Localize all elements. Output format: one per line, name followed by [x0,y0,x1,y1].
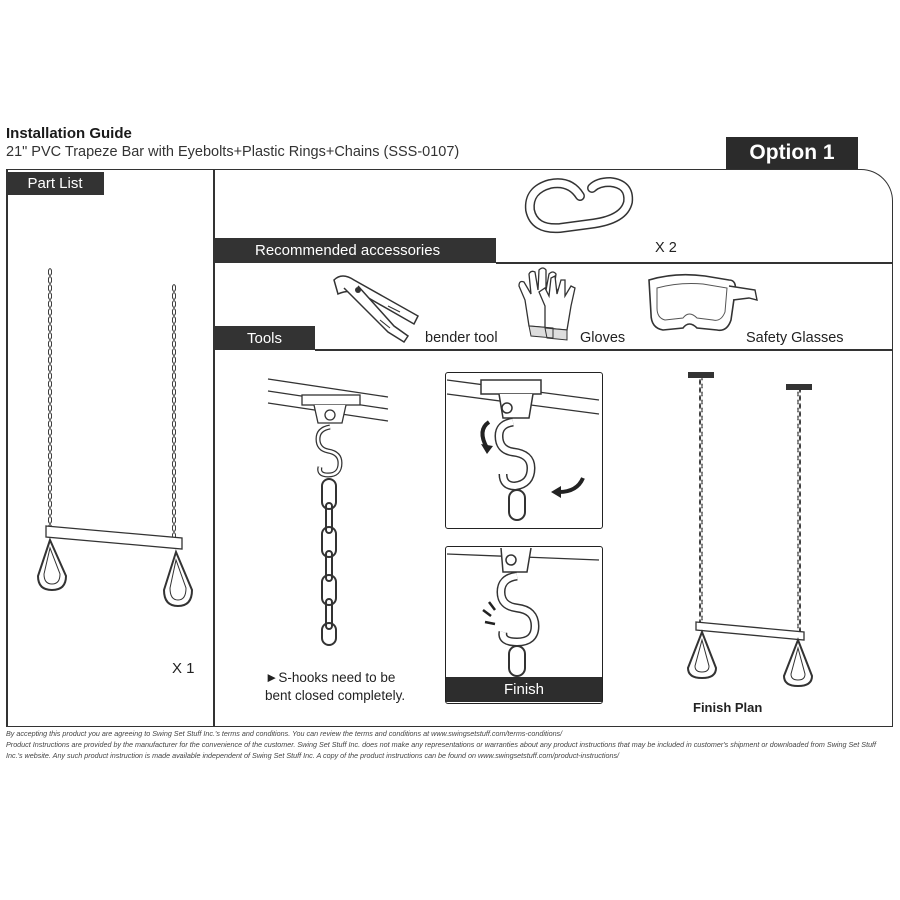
note-line-2: bent closed completely. [265,688,406,703]
closed-s-hook-illustration [447,548,599,676]
legal-footer [6,728,894,761]
s-hook-icon [520,178,650,258]
tool-label-safety-glasses: Safety Glasses [746,330,844,346]
accessories-label: Recommended accessories [255,242,441,259]
finish-label: Finish [446,677,602,702]
eyebolt-chain-illustration [262,375,392,645]
tool-label-bender: bender tool [425,330,498,346]
finish-plan-label: Finish Plan [693,700,763,715]
safety-glasses-icon [645,270,760,340]
guide-subtitle: 21" PVC Trapeze Bar with Eyebolts+Plastic Rings+Chains (SSS-0107) [6,144,460,160]
tools-tag [215,326,315,350]
tools-label: Tools [247,329,283,347]
bender-tool-icon [328,270,423,348]
part-list-label: Part List [27,175,83,192]
part-list-tag [6,172,104,195]
accessories-rule [496,262,892,264]
footer-terms: By accepting this product you are agreeing to Swing Set Stuff Inc.'s terms and conditions. You can review the terms and conditions at www.swingsetstuff.com/terms-conditions/ [6,729,563,738]
note-line-1: ►S-hooks need to be [265,670,396,685]
frame-left-border [6,169,8,727]
option-badge: Option 1 [726,137,858,169]
trapeze-part-illustration [20,260,210,620]
bending-s-hook-illustration [447,374,599,525]
gloves-icon [515,266,585,342]
finish-plan-illustration [680,370,820,690]
tools-rule [315,349,892,351]
tool-label-gloves: Gloves [580,330,626,346]
footer-disclaimer: Product Instructions are provided by the manufacturer for the convenience of the customer. Swing Set Stuff Inc. does not make any representations or warranties about any product instructions that may be included in customer's shipment or downloaded from Swing Set Stuff Inc.'s website. Any such product instruction is made available independent of Swing Set Stuff Inc. A copy of the product instructions can be found on www.swingsetstuff.com/product-instructions/ [6,740,877,760]
accessories-tag [215,238,496,263]
part-quantity: X 1 [172,660,195,677]
s-hook-quantity: X 2 [655,240,677,256]
guide-title: Installation Guide [6,125,132,142]
